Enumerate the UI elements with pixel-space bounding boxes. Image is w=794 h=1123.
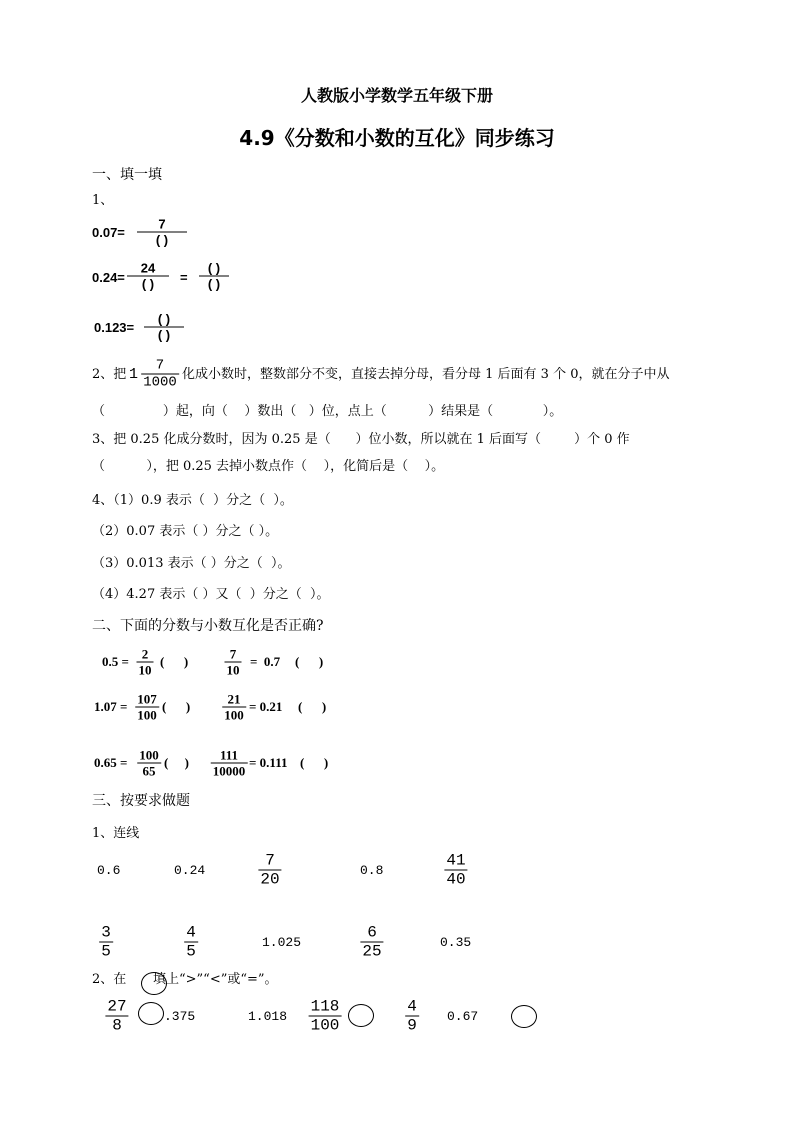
s2-row3-fraction-2: 111 10000 bbox=[212, 747, 246, 779]
q1-label: 1、 bbox=[92, 193, 114, 208]
s2-row1-paren-2: ( ) bbox=[295, 654, 324, 669]
section3-heading: 三、按要求做题 bbox=[92, 793, 190, 809]
s2-row3-fraction-1: 100 65 bbox=[139, 747, 159, 779]
q1b-fraction: 24 ( ) bbox=[127, 262, 169, 291]
match-fraction-41-40: 41 40 bbox=[446, 851, 466, 889]
s2-row1-fraction-2: 7 10 bbox=[226, 646, 240, 678]
s2-row2-fraction-1: 107 100 bbox=[137, 691, 157, 723]
s2-row3-paren-1: ( ) bbox=[164, 755, 189, 770]
section2-heading: 二、下面的分数与小数互化是否正确? bbox=[92, 618, 324, 634]
q1c-fraction: ( ) ( ) bbox=[144, 313, 184, 342]
q1b-equals: = bbox=[180, 270, 188, 285]
match-item-0.8: 0.8 bbox=[360, 863, 384, 878]
q4-item-1: 4、（1）0.9 表示（ ）分之（ ）。 bbox=[92, 493, 293, 508]
match-fraction-6-25: 6 25 bbox=[362, 923, 382, 961]
circle-icon bbox=[141, 972, 167, 995]
q1c-left: 0.123= bbox=[94, 320, 135, 335]
s2-row1-right: = 0.7 bbox=[250, 654, 281, 669]
s2-row2-paren-1: ( ) bbox=[162, 699, 191, 714]
q2-line2: （ ）起，向（ ）数出（ ）位，点上（ ）结果是（ ）。 bbox=[92, 404, 563, 419]
s2-row2-left: 1.07 = bbox=[94, 699, 128, 714]
s2-row3-paren-2: ( ) bbox=[300, 755, 329, 770]
document-title: 人教版小学数学五年级下册 bbox=[300, 86, 493, 105]
compare-fraction-27-8: 27 8 bbox=[107, 997, 127, 1035]
compare-value-1.018: 1.018 bbox=[248, 1009, 288, 1024]
s2-row1-left: 0.5 = bbox=[102, 654, 129, 669]
s3-q1-label: 1、连线 bbox=[92, 826, 140, 841]
compare-circle-3[interactable] bbox=[511, 1005, 537, 1028]
s3-q2-prefix: 2、在 bbox=[92, 972, 127, 987]
match-item-0.35: 0.35 bbox=[440, 935, 472, 950]
q4-item-3: （3）0.013 表示（ ）分之（ ）。 bbox=[92, 556, 291, 571]
q1a-fraction: 7 ( ) bbox=[137, 218, 187, 247]
q2-prefix: 2、把 bbox=[92, 367, 127, 382]
q2-fraction: 7 1000 bbox=[143, 357, 177, 391]
s2-row3-left: 0.65 = bbox=[94, 755, 128, 770]
s3-q2-text: 填上“>”“<”或“=”。 bbox=[153, 972, 278, 987]
compare-circle-2[interactable] bbox=[348, 1004, 374, 1027]
s2-row3-right: = 0.111 bbox=[249, 755, 288, 770]
q3-line2: （ ），把 0.25 去掉小数点作（ ），化简后是（ ）。 bbox=[92, 459, 445, 474]
q4-item-2: （2）0.07 表示（ ）分之（ ）。 bbox=[92, 524, 279, 539]
match-fraction-3-5: 3 5 bbox=[101, 923, 111, 961]
s2-row1-paren-1: ( ) bbox=[160, 654, 189, 669]
q1b-fraction-2: ( ) ( ) bbox=[199, 262, 229, 291]
compare-circle-1[interactable] bbox=[138, 1002, 164, 1025]
q2-text: 化成小数时，整数部分不变，直接去掉分母，看分母 1 后面有 3 个 0，就在分子中从 bbox=[182, 367, 670, 382]
s2-row2-right: = 0.21 bbox=[249, 699, 283, 714]
s2-row2-fraction-2: 21 100 bbox=[224, 691, 244, 723]
compare-value-0.375: .375 bbox=[164, 1009, 196, 1024]
match-item-1.025: 1.025 bbox=[262, 935, 302, 950]
match-fraction-4-5: 4 5 bbox=[186, 923, 196, 961]
s2-row1-fraction-1: 2 10 bbox=[138, 646, 152, 678]
q3-line1: 3、把 0.25 化成分数时，因为 0.25 是（ ）位小数，所以就在 1 后面写（ ）个 0 作 bbox=[92, 432, 630, 447]
match-item-0.24: 0.24 bbox=[174, 863, 206, 878]
q1a-left: 0.07= bbox=[92, 225, 125, 240]
compare-fraction-4-9: 4 9 bbox=[407, 997, 417, 1035]
compare-value-0.67: 0.67 bbox=[447, 1009, 479, 1024]
compare-fraction-118-100: 118 100 bbox=[310, 997, 340, 1035]
q2-whole: 1 bbox=[129, 366, 139, 383]
match-fraction-7-20: 7 20 bbox=[260, 851, 280, 889]
q1b-left: 0.24= bbox=[92, 270, 125, 285]
match-item-0.6: 0.6 bbox=[97, 863, 121, 878]
s2-row2-paren-2: ( ) bbox=[298, 699, 327, 714]
q4-item-4: （4）4.27 表示（ ）又（ ）分之（ ）。 bbox=[92, 587, 330, 602]
section1-heading: 一、填一填 bbox=[92, 167, 162, 183]
document-subtitle: 4.9《分数和小数的互化》同步练习 bbox=[239, 126, 555, 150]
